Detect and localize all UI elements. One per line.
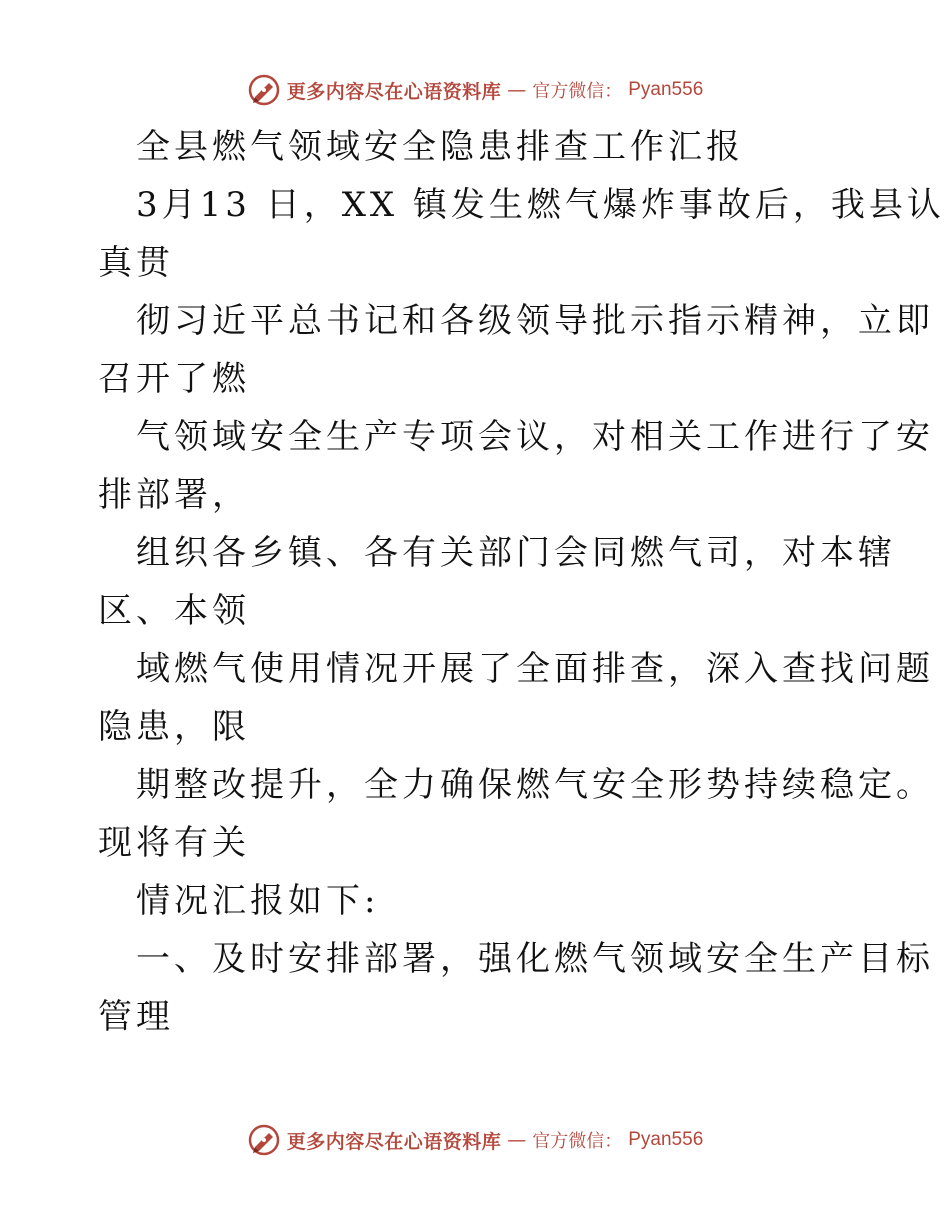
pen-circle-logo-icon xyxy=(247,73,281,107)
section-heading-continuation: 管理 xyxy=(98,997,174,1037)
banner-official-label: 官方微信： xyxy=(532,1131,623,1152)
banner-official-label: 官方微信： xyxy=(532,81,623,102)
document-body xyxy=(98,118,945,1046)
banner-wechat-id: Pyan556 xyxy=(628,1129,704,1150)
body-line: 域燃气使用情况开展了全面排查，深入查找问题 xyxy=(136,649,934,689)
body-line: 期整改提升，全力确保燃气安全形势持续稳定。 xyxy=(136,765,934,805)
footer-banner xyxy=(0,1120,950,1160)
banner-dash: — xyxy=(507,1129,527,1151)
body-line: 排部署， xyxy=(98,475,250,515)
body-line: 区、本领 xyxy=(98,591,250,631)
body-line: 情况汇报如下: xyxy=(136,881,380,921)
body-line: 隐患，限 xyxy=(98,707,250,747)
banner-wechat-id: Pyan556 xyxy=(628,79,704,100)
banner-brand-text: 更多内容尽在心语资料库 xyxy=(286,1130,502,1153)
body-line: 真贯 xyxy=(98,243,174,283)
header-banner xyxy=(0,70,950,110)
banner-dash: — xyxy=(507,79,527,101)
banner-brand-text: 更多内容尽在心语资料库 xyxy=(286,80,502,103)
body-line: 组织各乡镇、各有关部门会同燃气司，对本辖 xyxy=(136,533,896,573)
body-line: 3月13 日，XX 镇发生燃气爆炸事故后，我县认 xyxy=(136,185,945,225)
document-title: 全县燃气领域安全隐患排查工作汇报 xyxy=(136,127,744,167)
pen-circle-logo-icon xyxy=(247,1123,281,1157)
section-heading: 一、及时安排部署，强化燃气领域安全生产目标 xyxy=(136,939,934,979)
body-line: 气领域安全生产专项会议，对相关工作进行了安 xyxy=(136,417,934,457)
body-line: 彻习近平总书记和各级领导批示指示精神，立即 xyxy=(136,301,934,341)
body-line: 召开了燃 xyxy=(98,359,250,399)
body-line: 现将有关 xyxy=(98,823,250,863)
